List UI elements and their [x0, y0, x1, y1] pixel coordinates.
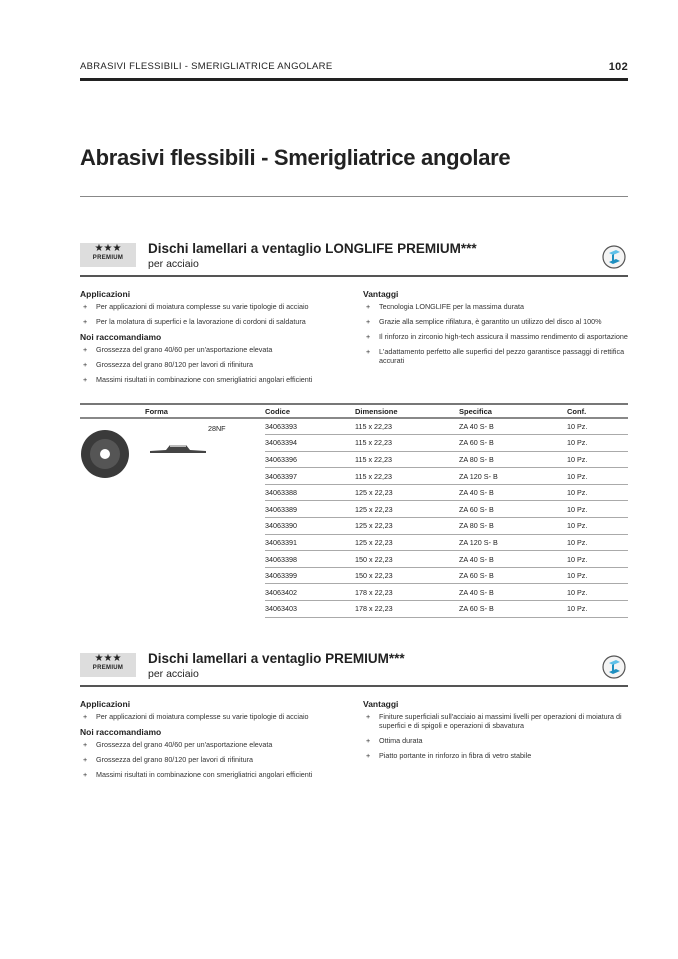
shape-label: 28NF [208, 424, 226, 433]
column-header: Conf. [567, 404, 628, 418]
dimension-cell: 125 x 22,23 [355, 534, 459, 551]
vantaggi-list [363, 302, 628, 365]
product-table [80, 403, 628, 618]
spec-cell: ZA 120 S- B [459, 468, 567, 485]
list-item: + Grossezza del grano 40/60 per un'asportazione elevata [80, 345, 363, 354]
spec-cell: ZA 80 S- B [459, 451, 567, 468]
dimension-cell: 115 x 22,23 [355, 418, 459, 435]
pack-cell: 10 Pz. [567, 584, 628, 601]
page-number: 102 [608, 61, 628, 73]
product-section-longlife [80, 241, 628, 390]
list-item: + Grossezza del grano 80/120 per lavori di rifinitura [80, 360, 363, 369]
applicazioni-heading: Applicazioni [80, 289, 131, 299]
spec-cell: ZA 80 S- B [459, 518, 567, 535]
header-divider [80, 78, 628, 81]
dimension-cell: 150 x 22,23 [355, 567, 459, 584]
product-subtitle: per acciaio [148, 668, 199, 680]
spec-cell: ZA 60 S- B [459, 567, 567, 584]
dimension-cell: 178 x 22,23 [355, 601, 459, 618]
code-cell: 34063399 [265, 567, 355, 584]
column-header: Specifica [459, 404, 567, 418]
list-item: + Il rinforzo in zirconio high-tech assicura il massimo rendimento di asportazione [363, 332, 628, 341]
product-title: Dischi lamellari a ventaglio LONGLIFE PREMIUM*** [148, 241, 477, 256]
code-cell: 34063390 [265, 518, 355, 535]
steel-beam-icon [602, 245, 626, 269]
premium-badge [80, 653, 136, 677]
running-title: ABRASIVI FLESSIBILI - SMERIGLIATRICE ANGOLARE [80, 61, 333, 72]
product-title: Dischi lamellari a ventaglio PREMIUM*** [148, 651, 405, 666]
dimension-cell: 178 x 22,23 [355, 584, 459, 601]
list-item: + Tecnologia LONGLIFE per la massima durata [363, 302, 628, 311]
stars-icon: ★★★ [94, 653, 122, 664]
badge-label: PREMIUM [92, 665, 124, 671]
list-item: + Massimi risultati in combinazione con smerigliatrici angolari efficienti [80, 770, 363, 779]
pack-cell: 10 Pz. [567, 501, 628, 518]
list-item: + Massimi risultati in combinazione con smerigliatrici angolari efficienti [80, 375, 363, 384]
code-cell: 34063389 [265, 501, 355, 518]
pack-cell: 10 Pz. [567, 534, 628, 551]
code-cell: 34063402 [265, 584, 355, 601]
spec-cell: ZA 40 S- B [459, 418, 567, 435]
spec-cell: ZA 60 S- B [459, 501, 567, 518]
badge-label: PREMIUM [92, 255, 124, 261]
dimension-cell: 115 x 22,23 [355, 435, 459, 452]
list-item: + Piatto portante in rinforzo in fibra di vetro stabile [363, 751, 628, 760]
pack-cell: 10 Pz. [567, 551, 628, 568]
list-item: + Ottima durata [363, 736, 628, 745]
left-column [80, 699, 363, 785]
list-item: + Finiture superficiali sull'acciaio ai massimi livelli per operazioni di moiatura di superfici e di spigoli e operazioni di sbavatura [363, 712, 628, 730]
running-header [80, 61, 628, 73]
pack-cell: 10 Pz. [567, 435, 628, 452]
dimension-cell: 115 x 22,23 [355, 451, 459, 468]
spec-cell: ZA 60 S- B [459, 435, 567, 452]
code-cell: 34063397 [265, 468, 355, 485]
steel-beam-icon [602, 655, 626, 679]
list-item: + Grossezza del grano 80/120 per lavori di rifinitura [80, 755, 363, 764]
column-header: Forma [80, 404, 265, 418]
pack-cell: 10 Pz. [567, 567, 628, 584]
title-divider [80, 196, 628, 197]
pack-cell: 10 Pz. [567, 601, 628, 618]
spec-cell: ZA 40 S- B [459, 551, 567, 568]
pack-cell: 10 Pz. [567, 468, 628, 485]
table-row [80, 418, 628, 435]
code-cell: 34063394 [265, 435, 355, 452]
vantaggi-heading: Vantaggi [363, 699, 399, 709]
page-title: Abrasivi flessibili - Smerigliatrice angolare [80, 145, 511, 170]
raccomandiamo-list [80, 740, 363, 779]
spec-cell: ZA 40 S- B [459, 484, 567, 501]
raccomandiamo-heading: Noi raccomandiamo [80, 727, 162, 737]
pack-cell: 10 Pz. [567, 518, 628, 535]
dimension-cell: 150 x 22,23 [355, 551, 459, 568]
stars-icon: ★★★ [94, 243, 122, 254]
applicazioni-list [80, 712, 363, 721]
code-cell: 34063391 [265, 534, 355, 551]
dimension-cell: 125 x 22,23 [355, 501, 459, 518]
dimension-cell: 125 x 22,23 [355, 484, 459, 501]
product-section-premium [80, 651, 628, 785]
column-header: Dimensione [355, 404, 459, 418]
disc-profile-icon [148, 441, 208, 455]
section-header [80, 651, 628, 687]
code-cell: 34063403 [265, 601, 355, 618]
pack-cell: 10 Pz. [567, 484, 628, 501]
column-header: Codice [265, 404, 355, 418]
code-cell: 34063398 [265, 551, 355, 568]
right-column [363, 289, 628, 390]
code-cell: 34063388 [265, 484, 355, 501]
pack-cell: 10 Pz. [567, 451, 628, 468]
applicazioni-heading: Applicazioni [80, 699, 131, 709]
raccomandiamo-list [80, 345, 363, 384]
spec-cell: ZA 120 S- B [459, 534, 567, 551]
pack-cell: 10 Pz. [567, 418, 628, 435]
section-header [80, 241, 628, 277]
dimension-cell: 125 x 22,23 [355, 518, 459, 535]
dimension-cell: 115 x 22,23 [355, 468, 459, 485]
vantaggi-list [363, 712, 628, 760]
list-item: + Grossezza del grano 40/60 per un'asportazione elevata [80, 740, 363, 749]
applicazioni-list [80, 302, 363, 326]
list-item: + Per applicazioni di moiatura complesse su varie tipologie di acciaio [80, 712, 363, 721]
premium-badge [80, 243, 136, 267]
code-cell: 34063396 [265, 451, 355, 468]
shape-cell [80, 418, 265, 617]
code-cell: 34063393 [265, 418, 355, 435]
raccomandiamo-heading: Noi raccomandiamo [80, 332, 162, 342]
list-item: + Grazie alla semplice rifilatura, è garantito un utilizzo del disco al 100% [363, 317, 628, 326]
list-item: + L'adattamento perfetto alle superfici del pezzo garantisce passaggi di rettifica accurati [363, 347, 628, 365]
vantaggi-heading: Vantaggi [363, 289, 399, 299]
product-subtitle: per acciaio [148, 258, 199, 270]
spec-cell: ZA 60 S- B [459, 601, 567, 618]
list-item: + Per applicazioni di moiatura complesse su varie tipologie di acciaio [80, 302, 363, 311]
left-column [80, 289, 363, 390]
list-item: + Per la molatura di superfici e la lavorazione di cordoni di saldatura [80, 317, 363, 326]
right-column [363, 699, 628, 785]
spec-cell: ZA 40 S- B [459, 584, 567, 601]
